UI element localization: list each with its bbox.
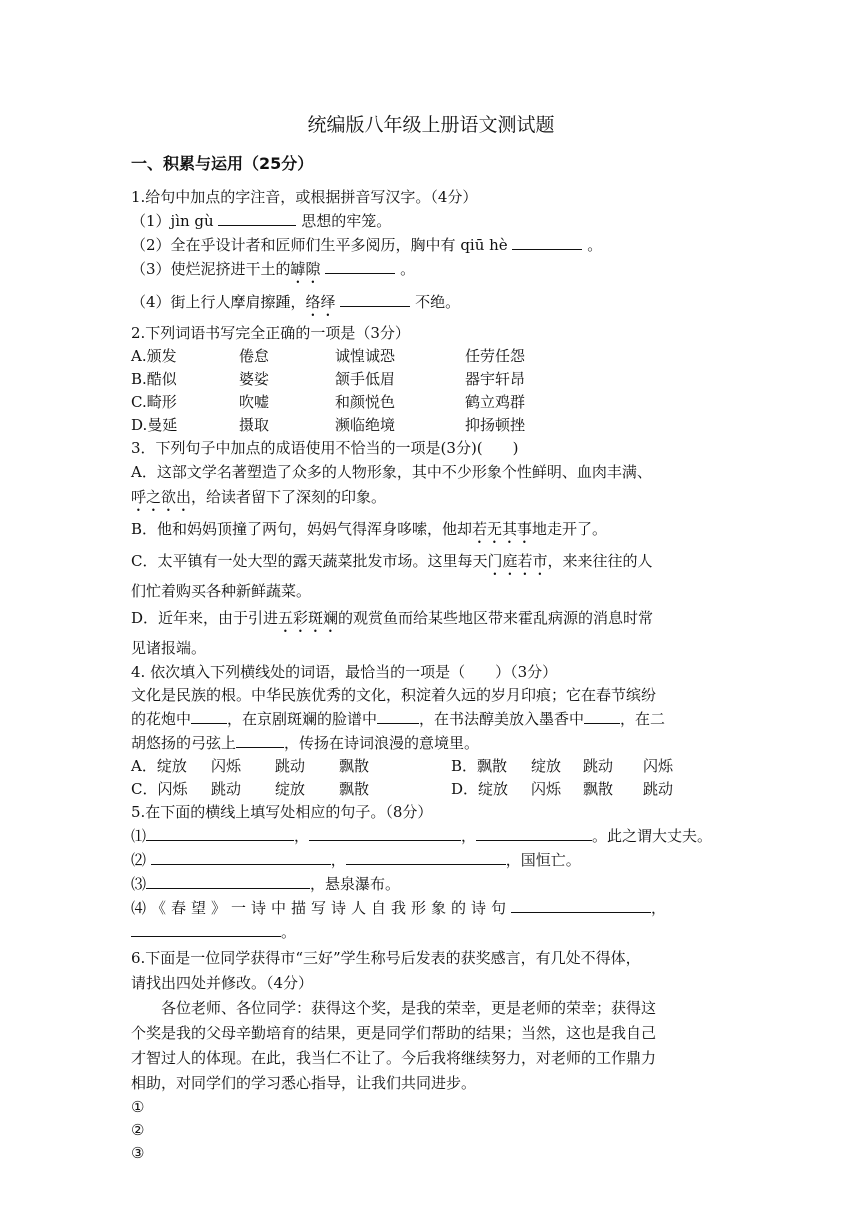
option-d-word: 闪烁 [531,780,562,798]
question-5 [131,801,731,944]
passage-text: ，在二 [620,710,666,728]
answer-blank[interactable] [191,707,227,724]
option-a[interactable] [131,460,731,515]
option-d-word: 飘散 [583,780,614,798]
option-c-word[interactable]: C．闪烁 [131,780,188,798]
fill-line-3 [131,872,731,896]
answer-blank[interactable] [146,824,294,841]
option-cell: 鹤立鸡群 [465,393,526,411]
answer-slot-2[interactable]: ② [131,1121,145,1139]
fill-line-2 [131,848,731,872]
option-a-word: 跳动 [275,757,306,775]
question-3 [131,437,731,661]
question-2 [131,322,731,437]
option-cell: 倦怠 [239,347,270,365]
option-cell: 吹嘘 [239,393,270,411]
item-text: （1）jìn gù [131,212,219,230]
item-text: ， [461,827,477,845]
answer-blank[interactable] [218,209,296,226]
item-text: （2）全在乎设计者和匠师们生平多阅历，胸中有 qiū hè [131,236,513,254]
option-c[interactable] [131,549,731,604]
option-text: B．他和妈妈顶撞了两句，妈妈气得浑身哆嗦，他却 [131,520,473,538]
speech-line: 才智过人的体现。在此，我当仁不让了。今后我将继续努力，对老师的工作鼎力 [131,1049,657,1067]
option-a-word: 飘散 [339,757,370,775]
passage-text: ，在京剧斑斓的脸谱中 [227,710,378,728]
item-text: ， [294,827,310,845]
option-text: D．近年来，由于引进 [131,609,279,627]
question-1-item-2 [131,233,731,257]
answer-blank[interactable] [151,848,331,865]
question-1-item-3 [131,257,731,287]
option-row-b[interactable] [131,368,731,391]
option-row-ab [131,755,731,778]
item-text: ， [651,899,667,917]
question-6-stem: 6.下面是一位同学获得市“三好”学生称号后发表的获奖感言，有几处不得体， [131,949,641,967]
item-text: （4）街上行人摩肩擦踵， [131,293,306,311]
option-b-word: 跳动 [583,757,614,775]
option-c-word: 绽放 [275,780,306,798]
question-2-stem: 2.下列词语书写完全正确的一项是（3分） [131,324,410,342]
option-cell: 任劳任怨 [465,347,526,365]
item-text: （3）使烂泥挤进干土的 [131,260,291,278]
dotted-word: 五彩斑斓 [278,609,339,627]
option-d[interactable] [131,606,731,661]
passage-text: ，在书法醇美放入墨香中 [419,710,585,728]
fill-line-4 [131,896,731,920]
answer-blank[interactable] [346,848,506,865]
question-6 [131,946,731,1165]
passage-line [131,731,731,755]
item-text: 思想的牢笼。 [296,212,392,230]
answer-blank[interactable] [476,824,592,841]
item-text: ⑷《春望》一诗中描写诗人自我形象的诗句 [131,899,512,917]
option-cell: 婆娑 [239,370,270,388]
item-text: 。 [395,260,416,278]
dotted-word: 呼之欲出 [131,488,192,506]
item-text: ，悬泉瀑布。 [310,875,401,893]
question-1-item-1 [131,209,731,233]
answer-blank[interactable] [236,731,284,748]
option-row-c[interactable] [131,391,731,414]
answer-slot-3[interactable]: ③ [131,1144,145,1162]
question-1 [131,186,731,320]
answer-blank[interactable] [309,824,461,841]
option-text: 地走开了。 [532,520,608,538]
option-a-word: 闪烁 [211,757,242,775]
passage-text: 的花炮中 [131,710,192,728]
answer-blank[interactable] [511,896,651,913]
item-text: ，国恒亡。 [505,851,581,869]
item-number: ⑶ [131,875,147,893]
answer-blank[interactable] [146,872,310,889]
option-d-word[interactable]: D．绽放 [451,780,509,798]
item-text: ， [330,851,346,869]
speech-line: 相助，对同学们的学习悉心指导，让我们共同进步。 [131,1074,477,1092]
question-4 [131,661,731,801]
option-cell: 颔手低眉 [335,370,396,388]
answer-blank[interactable] [377,707,419,724]
item-number: ⑵ [131,851,151,869]
option-text: ，来来往往的人 [547,552,653,570]
option-b-word[interactable]: B．飘散 [451,757,508,775]
option-c-word: 跳动 [211,780,242,798]
answer-blank[interactable] [131,920,281,937]
option-row-a[interactable] [131,345,731,368]
fill-line-1 [131,824,731,848]
passage-line: 文化是民族的根。中华民族优秀的文化，积淀着久远的岁月印痕；它在春节缤纷 [131,686,657,704]
passage-line [131,707,731,731]
option-b[interactable] [131,517,731,547]
option-cell: C.畸形 [131,393,177,411]
dotted-word: 门庭若市 [487,552,548,570]
page-title: 统编版八年级上册语文测试题 [307,114,555,136]
answer-blank[interactable] [512,233,582,250]
dotted-word: 若无其事 [472,520,533,538]
option-a-word[interactable]: A．绽放 [131,757,187,775]
option-text: 们忙着购买各种新鲜蔬菜。 [131,582,312,600]
answer-blank[interactable] [340,290,410,307]
passage-text: ，传扬在诗词浪漫的意境里。 [284,734,480,752]
speech-line: 个奖是我的父母辛勤培育的结果，更是同学们帮助的结果；当然，这也是我自己 [131,1024,657,1042]
option-cell: 诚惶诚恐 [335,347,396,365]
option-c-word: 飘散 [339,780,370,798]
dotted-word: 络绎 [305,293,336,311]
fill-line-5 [131,920,731,944]
answer-blank[interactable] [584,707,620,724]
dotted-word: 罅隙 [290,260,321,278]
question-3-stem: 3．下列句子中加点的成语使用不恰当的一项是(3分)( ) [131,439,519,457]
option-row-cd [131,778,731,801]
question-1-stem: 1.给句中加点的字注音，或根据拼音写汉字。（4分） [131,188,478,206]
option-cell: A.颁发 [131,347,177,365]
option-text: ，给读者留下了深刻的印象。 [191,488,387,506]
option-cell: D.曼延 [131,416,178,434]
question-6-stem: 请找出四处并修改。（4分） [131,974,314,992]
item-text: 不绝。 [410,293,461,311]
item-text: 。此之谓大丈夫。 [592,827,713,845]
option-b-word: 闪烁 [643,757,674,775]
option-text: C．太平镇有一处大型的露天蔬菜批发市场。这里每天 [131,552,488,570]
item-number: ⑴ [131,827,147,845]
option-d-word: 跳动 [643,780,674,798]
option-cell: 和颜悦色 [335,393,396,411]
question-5-stem: 5.在下面的横线上填写处相应的句子。（8分） [131,803,433,821]
question-1-item-4 [131,290,731,320]
item-text: 。 [582,236,603,254]
option-text: A．这部文学名著塑造了众多的人物形象，其中不少形象个性鲜明、血肉丰满、 [131,463,652,481]
speech-line: 各位老师、各位同学：获得这个奖，是我的荣幸，更是老师的荣幸；获得这 [161,999,657,1017]
option-cell: 器宇轩昂 [465,370,526,388]
option-row-d[interactable] [131,414,731,437]
item-text: 。 [281,923,297,941]
option-cell: 抑扬顿挫 [465,416,526,434]
answer-slot-1[interactable]: ① [131,1098,145,1116]
option-cell: 濒临绝境 [335,416,396,434]
answer-blank[interactable] [325,257,395,274]
section-heading: 一、积累与运用（25分） [131,154,314,173]
question-4-stem: 4. 依次填入下列横线处的词语，最恰当的一项是（ ）（3分） [131,663,558,681]
passage-text: 胡悠扬的弓弦上 [131,734,237,752]
document-body [131,110,731,1165]
option-text: 的观赏鱼而给某些地区带来霍乱病源的消息时常 [338,609,654,627]
option-cell: B.酷似 [131,370,177,388]
option-text: 见诸报端。 [131,639,207,657]
option-b-word: 绽放 [531,757,562,775]
option-cell: 摄取 [239,416,270,434]
